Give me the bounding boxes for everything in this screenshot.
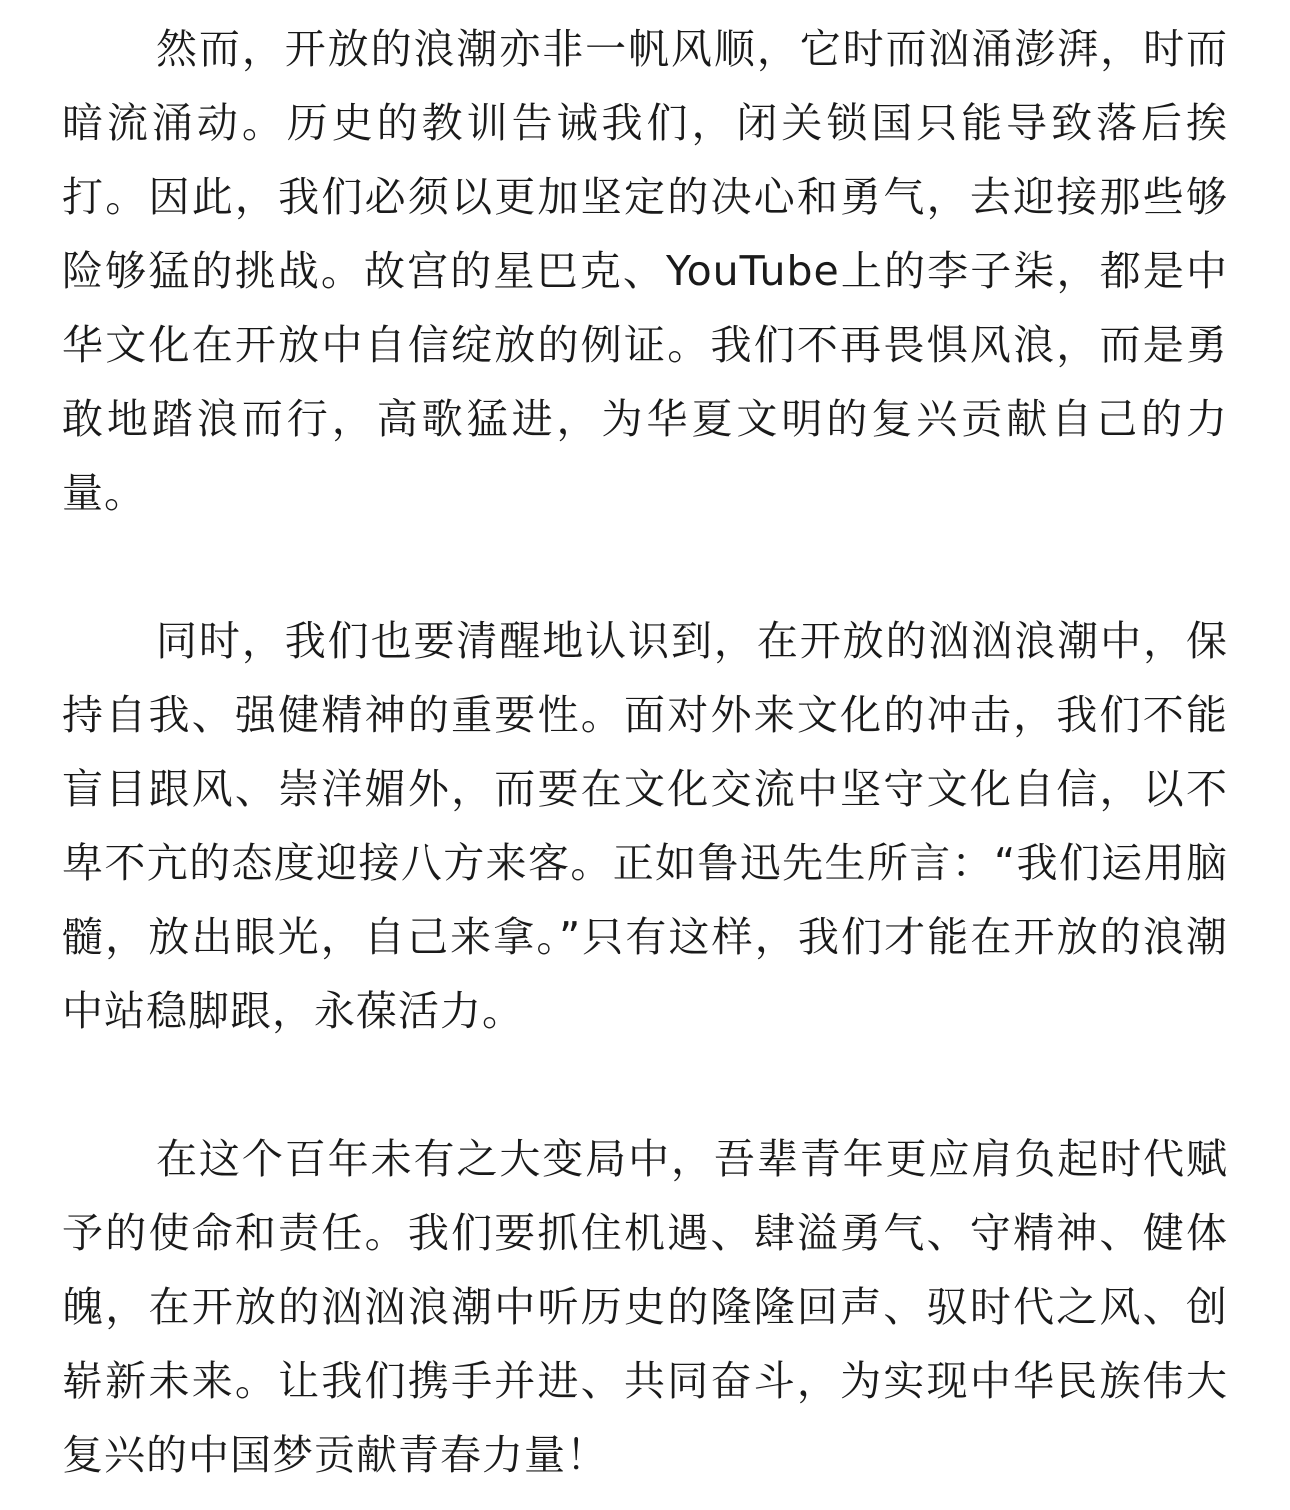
paragraph-cultural-confidence: 同时，我们也要清醒地认识到，在开放的汹汹浪潮中，保持自我、强健精神的重要性。面对外来文化的冲击，我们不能盲目跟风、崇洋媚外，而要在文化交流中坚守文化自信，以不卑不亢的态度迎接八方来客。正如鲁迅先生所言：“我们运用脑髓，放出眼光，自己来拿。”只有这样，我们才能在开放的浪潮中站稳脚跟，永葆活力。 xyxy=(62,617,1228,1035)
article-body xyxy=(62,12,1228,1492)
paragraph-youth-mission: 在这个百年未有之大变局中，吾辈青年更应肩负起时代赋予的使命和责任。我们要抓住机遇、肆溢勇气、守精神、健体魄，在开放的汹汹浪潮中听历史的隆隆回声、驭时代之风、创崭新未来。让我们携手并进、共同奋斗，为实现中华民族伟大复兴的中国梦贡献青春力量！ xyxy=(62,1135,1228,1479)
paragraph-opening-tides: 然而，开放的浪潮亦非一帆风顺，它时而汹涌澎湃，时而暗流涌动。历史的教训告诫我们，闭关锁国只能导致落后挨打。因此，我们必须以更加坚定的决心和勇气，去迎接那些够险够猛的挑战。故宫的星巴克、YouTube上的李子柒，都是中华文化在开放中自信绽放的例证。我们不再畏惧风浪，而是勇敢地踏浪而行，高歌猛进，为华夏文明的复兴贡献自己的力量。 xyxy=(62,25,1228,517)
